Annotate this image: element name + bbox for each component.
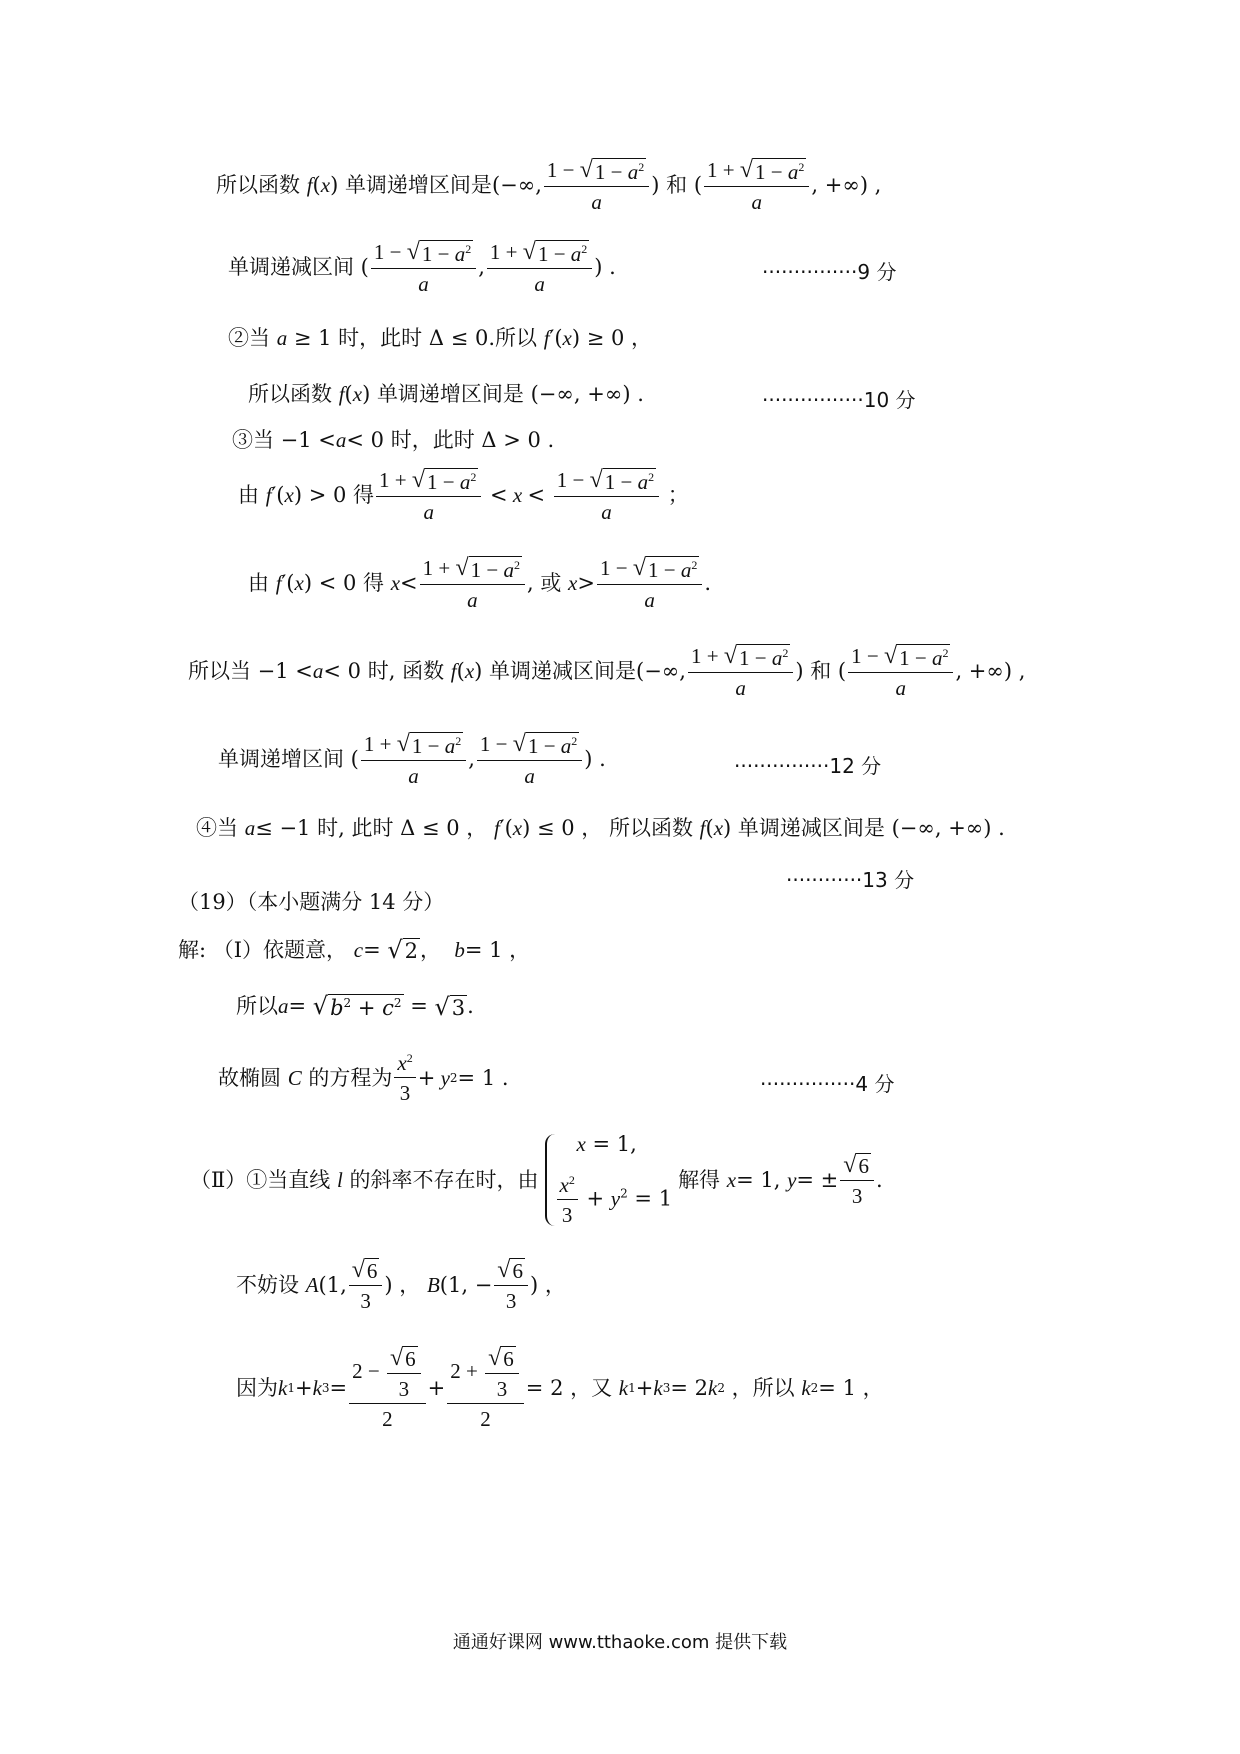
line-case-3-decreasing: 所以当 −1 < a < 0 时, 函数 f ( x ) 单调递减区间是 (−∞, 1 + √ $1 - a^2$ a ) 和 ( 1 − √ $1 - a^2$ a , +∞) , (188, 643, 1026, 700)
line-decreasing-interval: 单调递减区间 ( 1 − √ $1 - a^2$ a , 1 + √ $1 - a^2$ a ) . (228, 239, 616, 296)
fraction: √ 6 3 (840, 1153, 874, 1207)
fraction: 1 − √ $1 - a^2$ a (554, 468, 659, 523)
line-derivative-negative: 由 f ′( x ) < 0 得 x < 1 + √ $1 - a^2$ a , 或 x > 1 − √ $1 - a^2$ a . (248, 555, 712, 612)
line-case-2: ②当 a ≥ 1 时，此时 Δ ≤ 0 .所以 f ′( x ) ≥ 0 ， (228, 326, 653, 350)
fraction: √ 6 3 (349, 1258, 383, 1312)
fraction: 1 + √ $1 - a^2$ a (376, 468, 481, 523)
line-slope-sum: 因为 k 1 + k 3 = 2 − √ 6 3 2 + 2 + √ 6 3 2 = 2 ，又 k 1 + k 3 = 2 k 2 ，所以 k 2 = 1 ， (236, 1345, 884, 1431)
fraction: 1 − √ $1 - a^2$ a (848, 644, 953, 699)
line-case-3: ③当 −1 < a < 0 时，此时 Δ > 0 . (232, 428, 555, 452)
line-case-3-increasing: 单调递增区间 ( 1 + √ $1 - a^2$ a , 1 − √ $1 - a^2$ a ) . (218, 731, 606, 788)
fraction: 1 + √ $1 - a^2$ a (487, 240, 592, 295)
fraction: $\frac{x^2}{3}$ (394, 1052, 415, 1104)
score-marker: ················10 分 (762, 388, 916, 412)
fraction: 1 − √ $1 - a^2$ a (544, 158, 649, 213)
fraction: 1 − √ $1 - a^2$ a (597, 556, 702, 611)
line-increasing-interval: 所以函数 f ( x ) 单调递增区间是 (−∞, 1 − √ $1 - a^2$ a ) 和 ( 1 + √ $1 - a^2$ a , +∞) , (216, 157, 882, 214)
score-marker: ···············12 分 (734, 754, 882, 778)
line-part2-case1: （Ⅱ）①当直线 l 的斜率不存在时，由 x = 1, $\frac{x^2}{3}$ + $y^2 = 1$ 解得 x = 1, y = ± √ 6 3 . (190, 1132, 883, 1227)
score-marker: ···············9 分 (762, 260, 897, 284)
fraction: 1 + √ $1 - a^2$ a (361, 732, 466, 787)
line-increasing-all: 所以函数 f ( x ) 单调递增区间是 (−∞, +∞) . (248, 382, 644, 406)
score-marker: ············13 分 (786, 868, 915, 892)
fraction: 1 − √ $1 - a^2$ a (371, 240, 476, 295)
fraction: 2 − √ 6 3 2 (349, 1346, 426, 1430)
line-derivative-positive: 由 f ′( x ) > 0 得 1 + √ $1 - a^2$ a < x < 1 − √ $1 - a^2$ a ； (238, 467, 689, 524)
fraction: 1 + √ $1 - a^2$ a (704, 158, 809, 213)
fraction: 1 + √ $1 - a^2$ a (420, 556, 525, 611)
line-assume-points: 不妨设 A (1, √ 6 3 ) ， B (1, − √ 6 3 ) ， (236, 1257, 566, 1313)
line-ellipse-equation: 故椭圆 C 的方程为 $\frac{x^2}{3}$ + y 2 = 1 . (218, 1051, 509, 1105)
fraction: 1 + √ $1 - a^2$ a (688, 644, 793, 699)
equation-system: x = 1, $\frac{x^2}{3}$ + $y^2 = 1$ (545, 1134, 673, 1226)
fraction: 2 + √ 6 3 2 (447, 1346, 524, 1430)
fraction: √ 6 3 (494, 1258, 528, 1312)
line-case-4: ④当 a ≤ −1 时, 此时 Δ ≤ 0 ， f ′( x ) ≤ 0 ， 所以函数 f ( x ) 单调递减区间是 (−∞, +∞) . (196, 816, 1005, 840)
score-marker: ···············4 分 (760, 1072, 895, 1096)
line-solution-part1: 解: （Ⅰ）依题意， c = √ 2 ， b = 1 ， (178, 936, 531, 964)
line-a-value: 所以 a = √ $b^2 + c^2$ = √ 3 . (236, 992, 474, 1021)
question-19-header: （19）（本小题满分 14 分） (178, 890, 445, 914)
fraction: 1 − √ $1 - a^2$ a (477, 732, 582, 787)
footer: 通通好课网 www.tthaoke.com 提供下载 (452, 1632, 788, 1653)
